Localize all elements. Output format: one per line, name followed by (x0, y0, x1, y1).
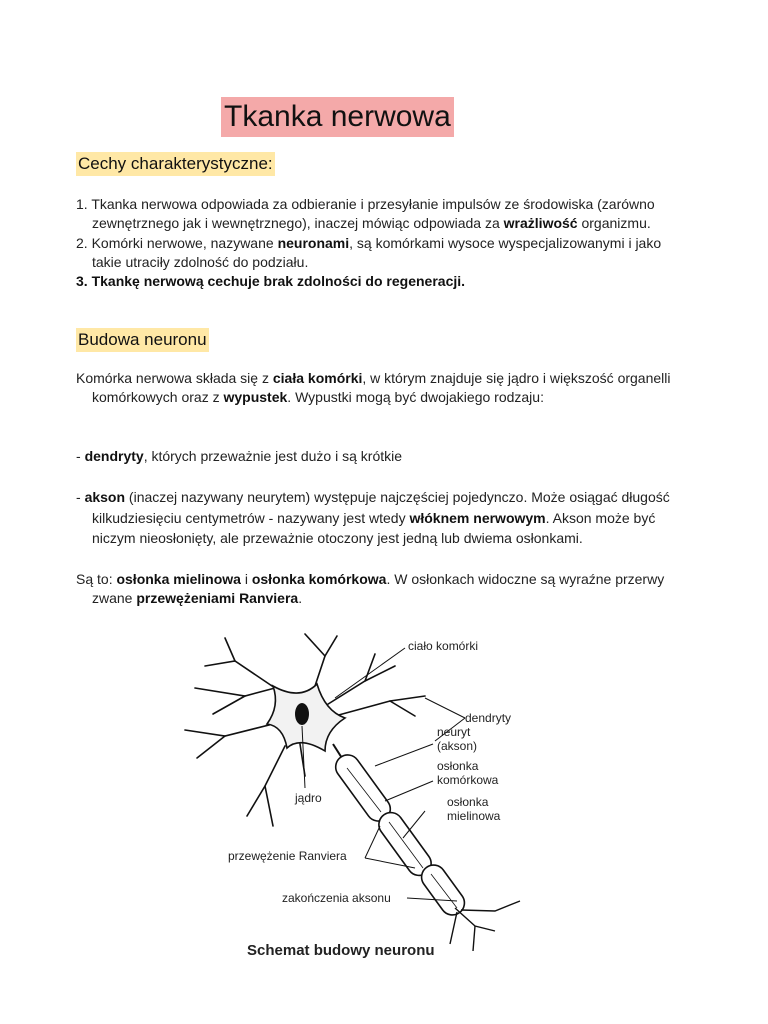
paragraph-axon: - akson (inaczej nazywany neurytem) występuje najczęściej pojedynczo. Może osiągać długość kilkudziesięciu centymetrów - nazywany jest wtedy włóknem nerwowym. Akson może być niczym nieosłonięty, ale przeważnie otoczony jest jedną lub dwiema osłonkami. (76, 489, 670, 546)
section-heading-cechy: Cechy charakterystyczne: (76, 152, 275, 176)
paragraph-sheaths: Są to: osłonka mielinowa i osłonka komórkowa. W osłonkach widoczne są wyraźne przerwy zwane przewężeniami Ranviera. (76, 571, 665, 607)
nucleus (295, 703, 309, 725)
label-cell-body: ciało komórki (408, 639, 479, 653)
figure-caption: Schemat budowy neuronu (247, 942, 435, 959)
label-dendrites: dendryty (465, 711, 512, 725)
label-ranvier-node: przewężenie Ranviera (228, 849, 347, 863)
label-cell-sheath-1: osłonka (437, 759, 479, 773)
label-axon-terminals: zakończenia aksonu (282, 891, 391, 905)
page-title: Tkanka nerwowa (221, 97, 454, 137)
label-cell-sheath-2: komórkowa (437, 773, 499, 787)
features-list (76, 195, 676, 291)
paragraph-dendrites: - dendryty, których przeważnie jest dużo i są krótkie (76, 448, 403, 464)
section-heading-budowa: Budowa neuronu (76, 328, 209, 352)
neuron-diagram (175, 626, 545, 966)
label-myelin-sheath-2: mielinowa (447, 809, 501, 823)
list-item: 2. Komórki nerwowe, nazywane neuronami, są komórkami wysoce wyspecjalizowanymi i jako takie utraciły zdolność do podziału. (76, 234, 662, 270)
label-nucleus: jądro (295, 791, 322, 805)
paragraph-cell-structure: Komórka nerwowa składa się z ciała komórki, w którym znajduje się jądro i większość organelli komórkowych oraz z wypustek. Wypustki mogą być dwojakiego rodzaju: (76, 370, 671, 406)
label-neurite: neuryt (437, 725, 471, 739)
list-item: 1. Tkanka nerwowa odpowiada za odbieranie i przesyłanie impulsów ze środowiska (zarówno zewnętrznego jak i wewnętrznego), inaczej mówiąc odpowiada za wrażliwość organizmu. (76, 196, 655, 232)
label-axon: (akson) (437, 739, 478, 753)
label-myelin-sheath-1: osłonka (447, 795, 489, 809)
list-item: 3. Tkankę nerwową cechuje brak zdolności do regeneracji. (76, 273, 466, 290)
